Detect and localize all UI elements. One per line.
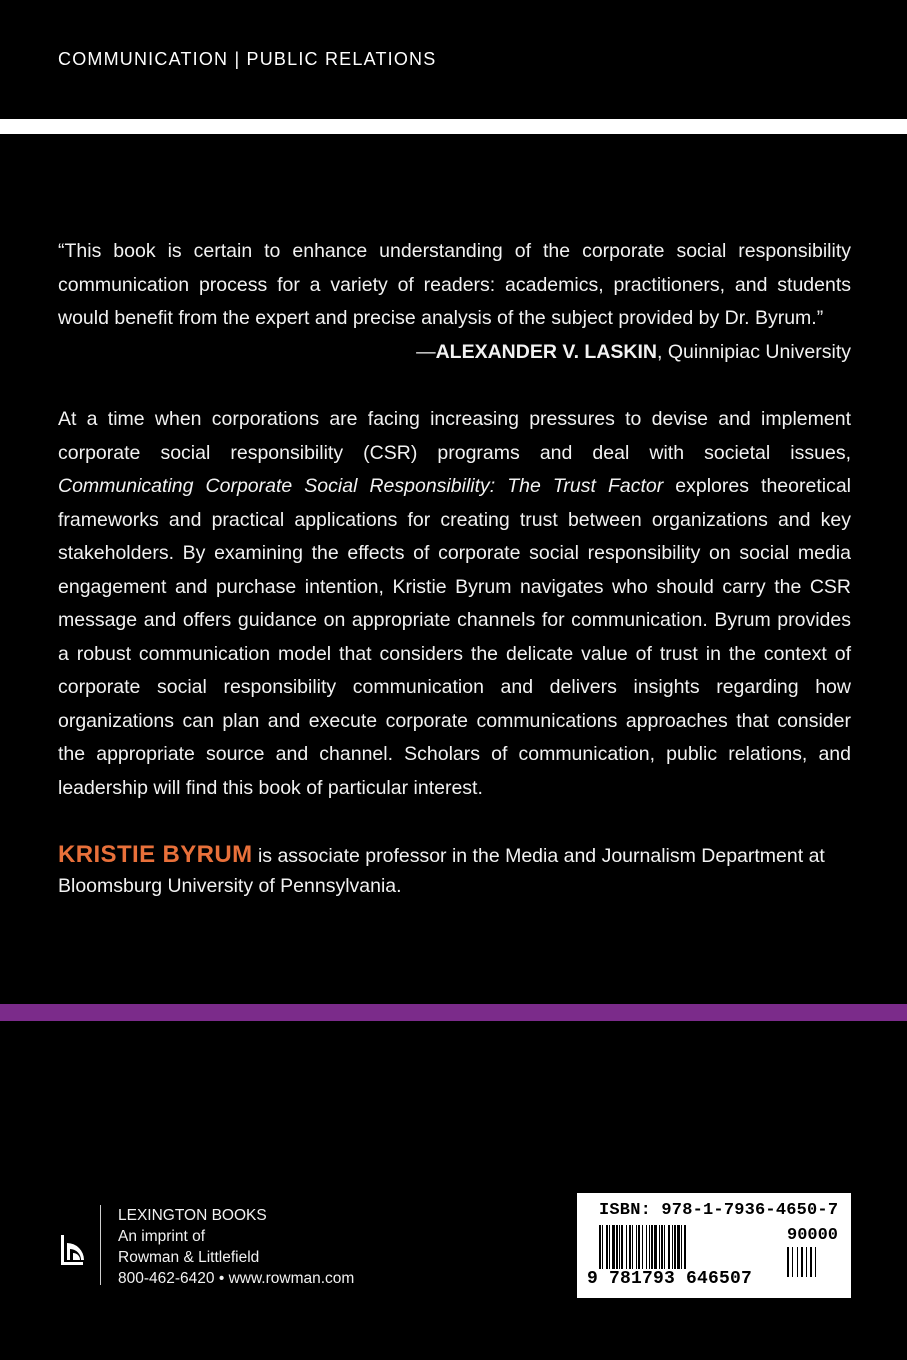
description-intro: At a time when corporations are facing increasing pressures to devise and implement corporate social responsibility (CSR) programs and deal with societal issues, bbox=[58, 408, 851, 464]
endorsement-attribution bbox=[58, 336, 851, 370]
addon-bar bbox=[792, 1247, 793, 1277]
price-code: 90000 bbox=[787, 1226, 839, 1245]
isbn-barcode bbox=[577, 1193, 851, 1298]
publisher-separator bbox=[100, 1205, 101, 1285]
addon-bar bbox=[797, 1247, 798, 1277]
publisher-text bbox=[118, 1205, 354, 1289]
publisher-block bbox=[58, 1205, 354, 1285]
publisher-imprint: An imprint of bbox=[118, 1228, 206, 1245]
publisher-parent: Rowman & Littlefield bbox=[118, 1249, 260, 1266]
addon-bar bbox=[801, 1247, 803, 1277]
endorser-affiliation: , Quinnipiac University bbox=[657, 340, 851, 363]
top-divider bbox=[0, 119, 907, 134]
book-description bbox=[58, 403, 851, 805]
endorser-name: ALEXANDER V. LASKIN bbox=[435, 340, 657, 363]
author-bio-text: is associate professor in the Media and Journalism Department at Bloomsburg University of Pennsylvania. bbox=[58, 845, 825, 897]
addon-bar bbox=[787, 1247, 789, 1277]
category-label: COMMUNICATION | PUBLIC RELATIONS bbox=[58, 49, 437, 69]
book-title: Communicating Corporate Social Responsibility: The Trust Factor bbox=[58, 475, 664, 497]
description-body: explores theoretical frameworks and practical applications for creating trust between organizations and key stakeholders. By examining the effects of corporate social responsibility on social media engagement and purchase intention, Kristie Byrum navigates who should carry the CSR message and offers guidance on appropriate channels for communication. Byrum provides a robust communication model that considers the delicate value of trust in the context of corporate social responsibility communication and delivers insights regarding how organizations can plan and execute corporate communications approaches that consider the appropriate source and channel. Scholars of communication, public relations, and leadership will find this book of particular interest. bbox=[58, 475, 851, 799]
addon-bar bbox=[810, 1247, 812, 1277]
author-name: KRISTIE BYRUM bbox=[58, 841, 253, 868]
isbn-label: ISBN: 978-1-7936-4650-7 bbox=[599, 1201, 839, 1220]
publisher-contact: 800-462-6420 • www.rowman.com bbox=[118, 1270, 355, 1287]
author-bio bbox=[58, 840, 851, 901]
publisher-logo-icon bbox=[58, 1231, 86, 1271]
endorsement-quote: “This book is certain to enhance understanding of the corporate social responsibility communication process for a variety of readers: academics, practitioners, and students would benefit from the expert and precise analysis of the subject provided by Dr. Byrum.” bbox=[58, 240, 851, 329]
publisher-name: LEXINGTON BOOKS bbox=[118, 1207, 267, 1224]
addon-bar bbox=[806, 1247, 807, 1277]
purple-divider bbox=[0, 1004, 907, 1021]
endorsement-block bbox=[58, 235, 851, 369]
ean-digits: 9 781793 646507 bbox=[587, 1269, 753, 1289]
addon-bar bbox=[815, 1247, 816, 1277]
attribution-dash: — bbox=[416, 340, 436, 363]
